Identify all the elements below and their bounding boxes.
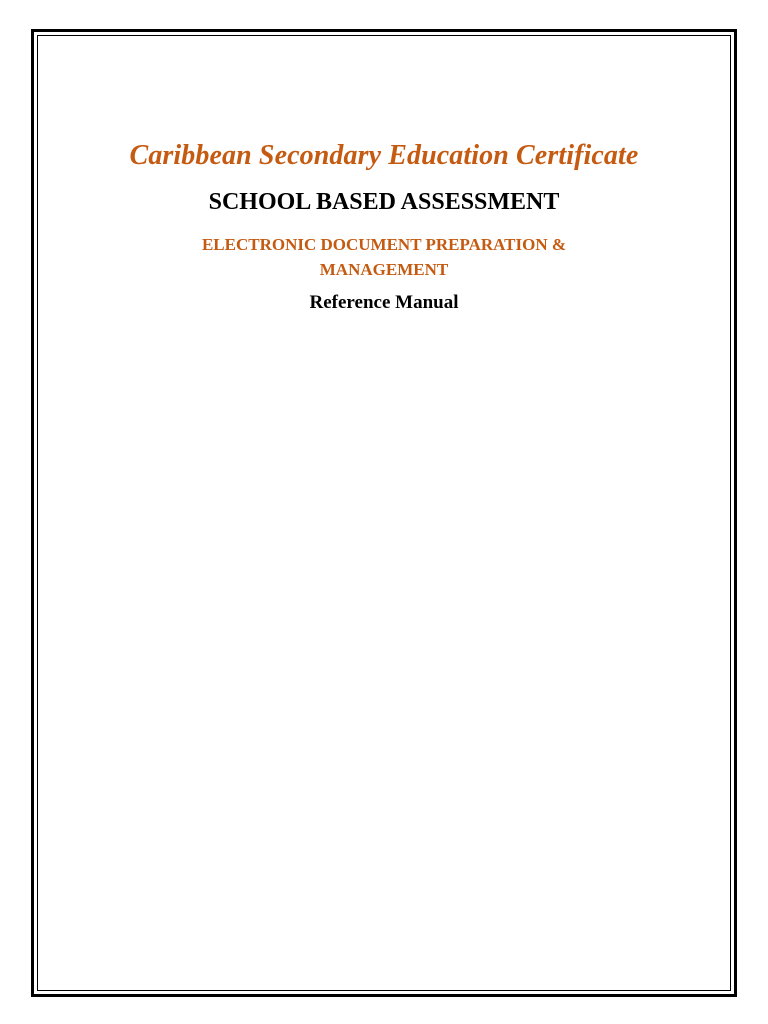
page-border <box>31 29 737 997</box>
page-border-inner-line <box>37 35 731 991</box>
certificate-title: Caribbean Secondary Education Certificate <box>129 140 639 171</box>
subject-title-line-1: ELECTRONIC DOCUMENT PREPARATION & <box>201 235 567 254</box>
subject-title <box>0 232 768 282</box>
assessment-title: SCHOOL BASED ASSESSMENT <box>208 189 560 215</box>
subject-title-line-2: MANAGEMENT <box>319 260 449 279</box>
manual-title: Reference Manual <box>309 292 459 313</box>
